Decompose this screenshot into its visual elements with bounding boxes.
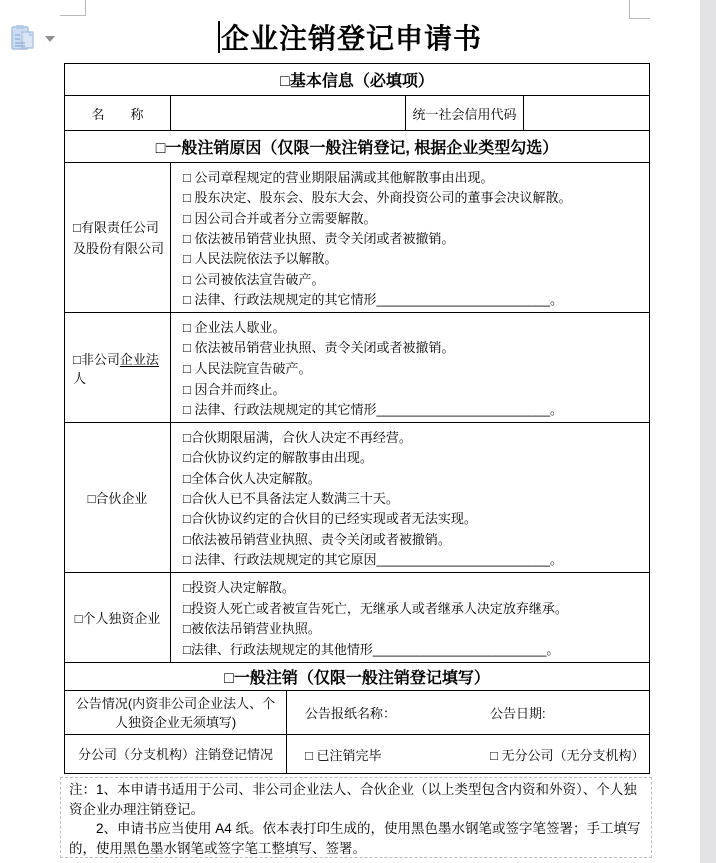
partnership-reason-list: [171, 423, 649, 572]
checkbox-item[interactable]: □ 依法被吊销营业执照、责令关闭或者被撤销。: [183, 230, 455, 246]
checkbox-item[interactable]: □ 公司章程规定的营业期限届满或其他解散事由出现。: [183, 169, 494, 185]
credit-code-label: 统一社会信用代码: [406, 96, 524, 130]
non-company-reason-list: [171, 313, 649, 422]
sole-proprietorship-reason-list: [171, 573, 649, 662]
checkbox-item[interactable]: □ 因公司合并或者分立需要解散。: [183, 210, 377, 226]
checkbox-item[interactable]: □法律、行政法规规定的其他情形________________________。: [183, 642, 560, 658]
announcement-fields-cell: [287, 691, 649, 734]
checkbox-item[interactable]: □ 因合并而终止。: [183, 381, 286, 397]
group-label-limited-company: □有限责任公司 及股份有限公司: [65, 163, 171, 312]
checkbox-item[interactable]: □ 公司被依法宣告破产。: [183, 271, 325, 287]
note-line-2: 2、申请书应当使用 A4 纸。依本表打印生成的，使用黑色墨水钢笔或签字笔签署；手工填写的，使用黑色墨水钢笔或签字笔工整填写、签署。: [69, 821, 641, 856]
name-input-cell[interactable]: [171, 96, 406, 130]
checkbox-item[interactable]: □ 依法被吊销营业执照、责令关闭或者被撤销。: [183, 340, 455, 356]
group-label-non-company-legal-person: □非公司企业法人: [65, 313, 171, 422]
checkbox-item[interactable]: □合伙协议约定的解散事由出现。: [183, 450, 373, 466]
limited-company-reason-list: [171, 163, 649, 312]
checkbox-item[interactable]: □合伙协议约定的合伙目的已经实现或者无法实现。: [183, 511, 477, 527]
page-title: 企业注销登记申请书: [220, 24, 482, 55]
note-line-1: 注：1、本申请书适用于公司、非公司企业法人、合伙企业（以上类型包含内资和外资）、个人独资企业办理注销登记。: [69, 782, 637, 817]
group-label-sole-proprietorship: □个人独资企业: [65, 573, 171, 662]
checkbox-item[interactable]: □合伙期限届满，合伙人决定不再经营。: [183, 429, 412, 445]
checkbox-item[interactable]: □ 企业法人歇业。: [183, 319, 286, 335]
checkbox-item[interactable]: □依法被吊销营业执照、责令关闭或者被撤销。: [183, 531, 451, 547]
checkbox-item[interactable]: □投资人死亡或者被宣告死亡，无继承人或者继承人决定放弃继承。: [183, 600, 568, 616]
branch-none-checkbox[interactable]: □ 无分公司（无分支机构）: [490, 747, 645, 763]
checkbox-item[interactable]: □ 股东决定、股东会、股东大会、外商投资公司的董事会决议解散。: [183, 190, 572, 206]
checkbox-item[interactable]: □投资人决定解散。: [183, 579, 295, 595]
credit-code-input-cell[interactable]: [524, 96, 649, 130]
checkbox-item[interactable]: □ 法律、行政法规规定的其它情形________________________。: [183, 292, 563, 308]
checkbox-item[interactable]: □全体合伙人决定解散。: [183, 470, 321, 486]
general-cancellation-section-header: □一般注销（仅限一般注销登记填写）: [224, 670, 490, 687]
page-gutter: [700, 0, 716, 863]
checkbox-item[interactable]: □ 人民法院宣告破产。: [183, 360, 312, 376]
announcement-status-label: 公告情况(内资非公司企业法人、个人独资企业无须填写): [65, 691, 287, 734]
announcement-date-field[interactable]: 公告日期:: [490, 706, 546, 721]
checkbox-item[interactable]: □ 法律、行政法规规定的其它原因________________________。: [183, 552, 563, 568]
checkbox-item[interactable]: □ 人民法院依法予以解散。: [183, 251, 338, 267]
text-cursor-caret: [218, 21, 220, 53]
checkbox-item[interactable]: □ 法律、行政法规规定的其它情形________________________。: [183, 402, 563, 418]
cancellation-reason-section-header: □一般注销原因（仅限一般注销登记, 根据企业类型勾选）: [155, 140, 559, 157]
checkbox-item[interactable]: □合伙人已不具备法定人数满三十天。: [183, 490, 399, 506]
branch-cancellation-label: 分公司（分支机构）注销登记情况: [65, 735, 287, 773]
checkbox-item[interactable]: □被依法吊销营业执照。: [183, 621, 321, 637]
document-title-block: [0, 16, 700, 58]
application-form-table: [64, 63, 650, 774]
text-boundary-mark-top-left: [60, 0, 86, 16]
basic-info-section-header: □基本信息（必填项）: [280, 73, 434, 90]
branch-done-checkbox[interactable]: □ 已注销完毕: [305, 747, 382, 763]
group-label-partnership: □合伙企业: [65, 423, 171, 572]
name-label: 名 称: [65, 96, 171, 130]
newspaper-name-field[interactable]: 公告报纸名称：: [305, 706, 397, 721]
branch-options-cell: [287, 735, 649, 773]
form-notes: [60, 777, 652, 858]
